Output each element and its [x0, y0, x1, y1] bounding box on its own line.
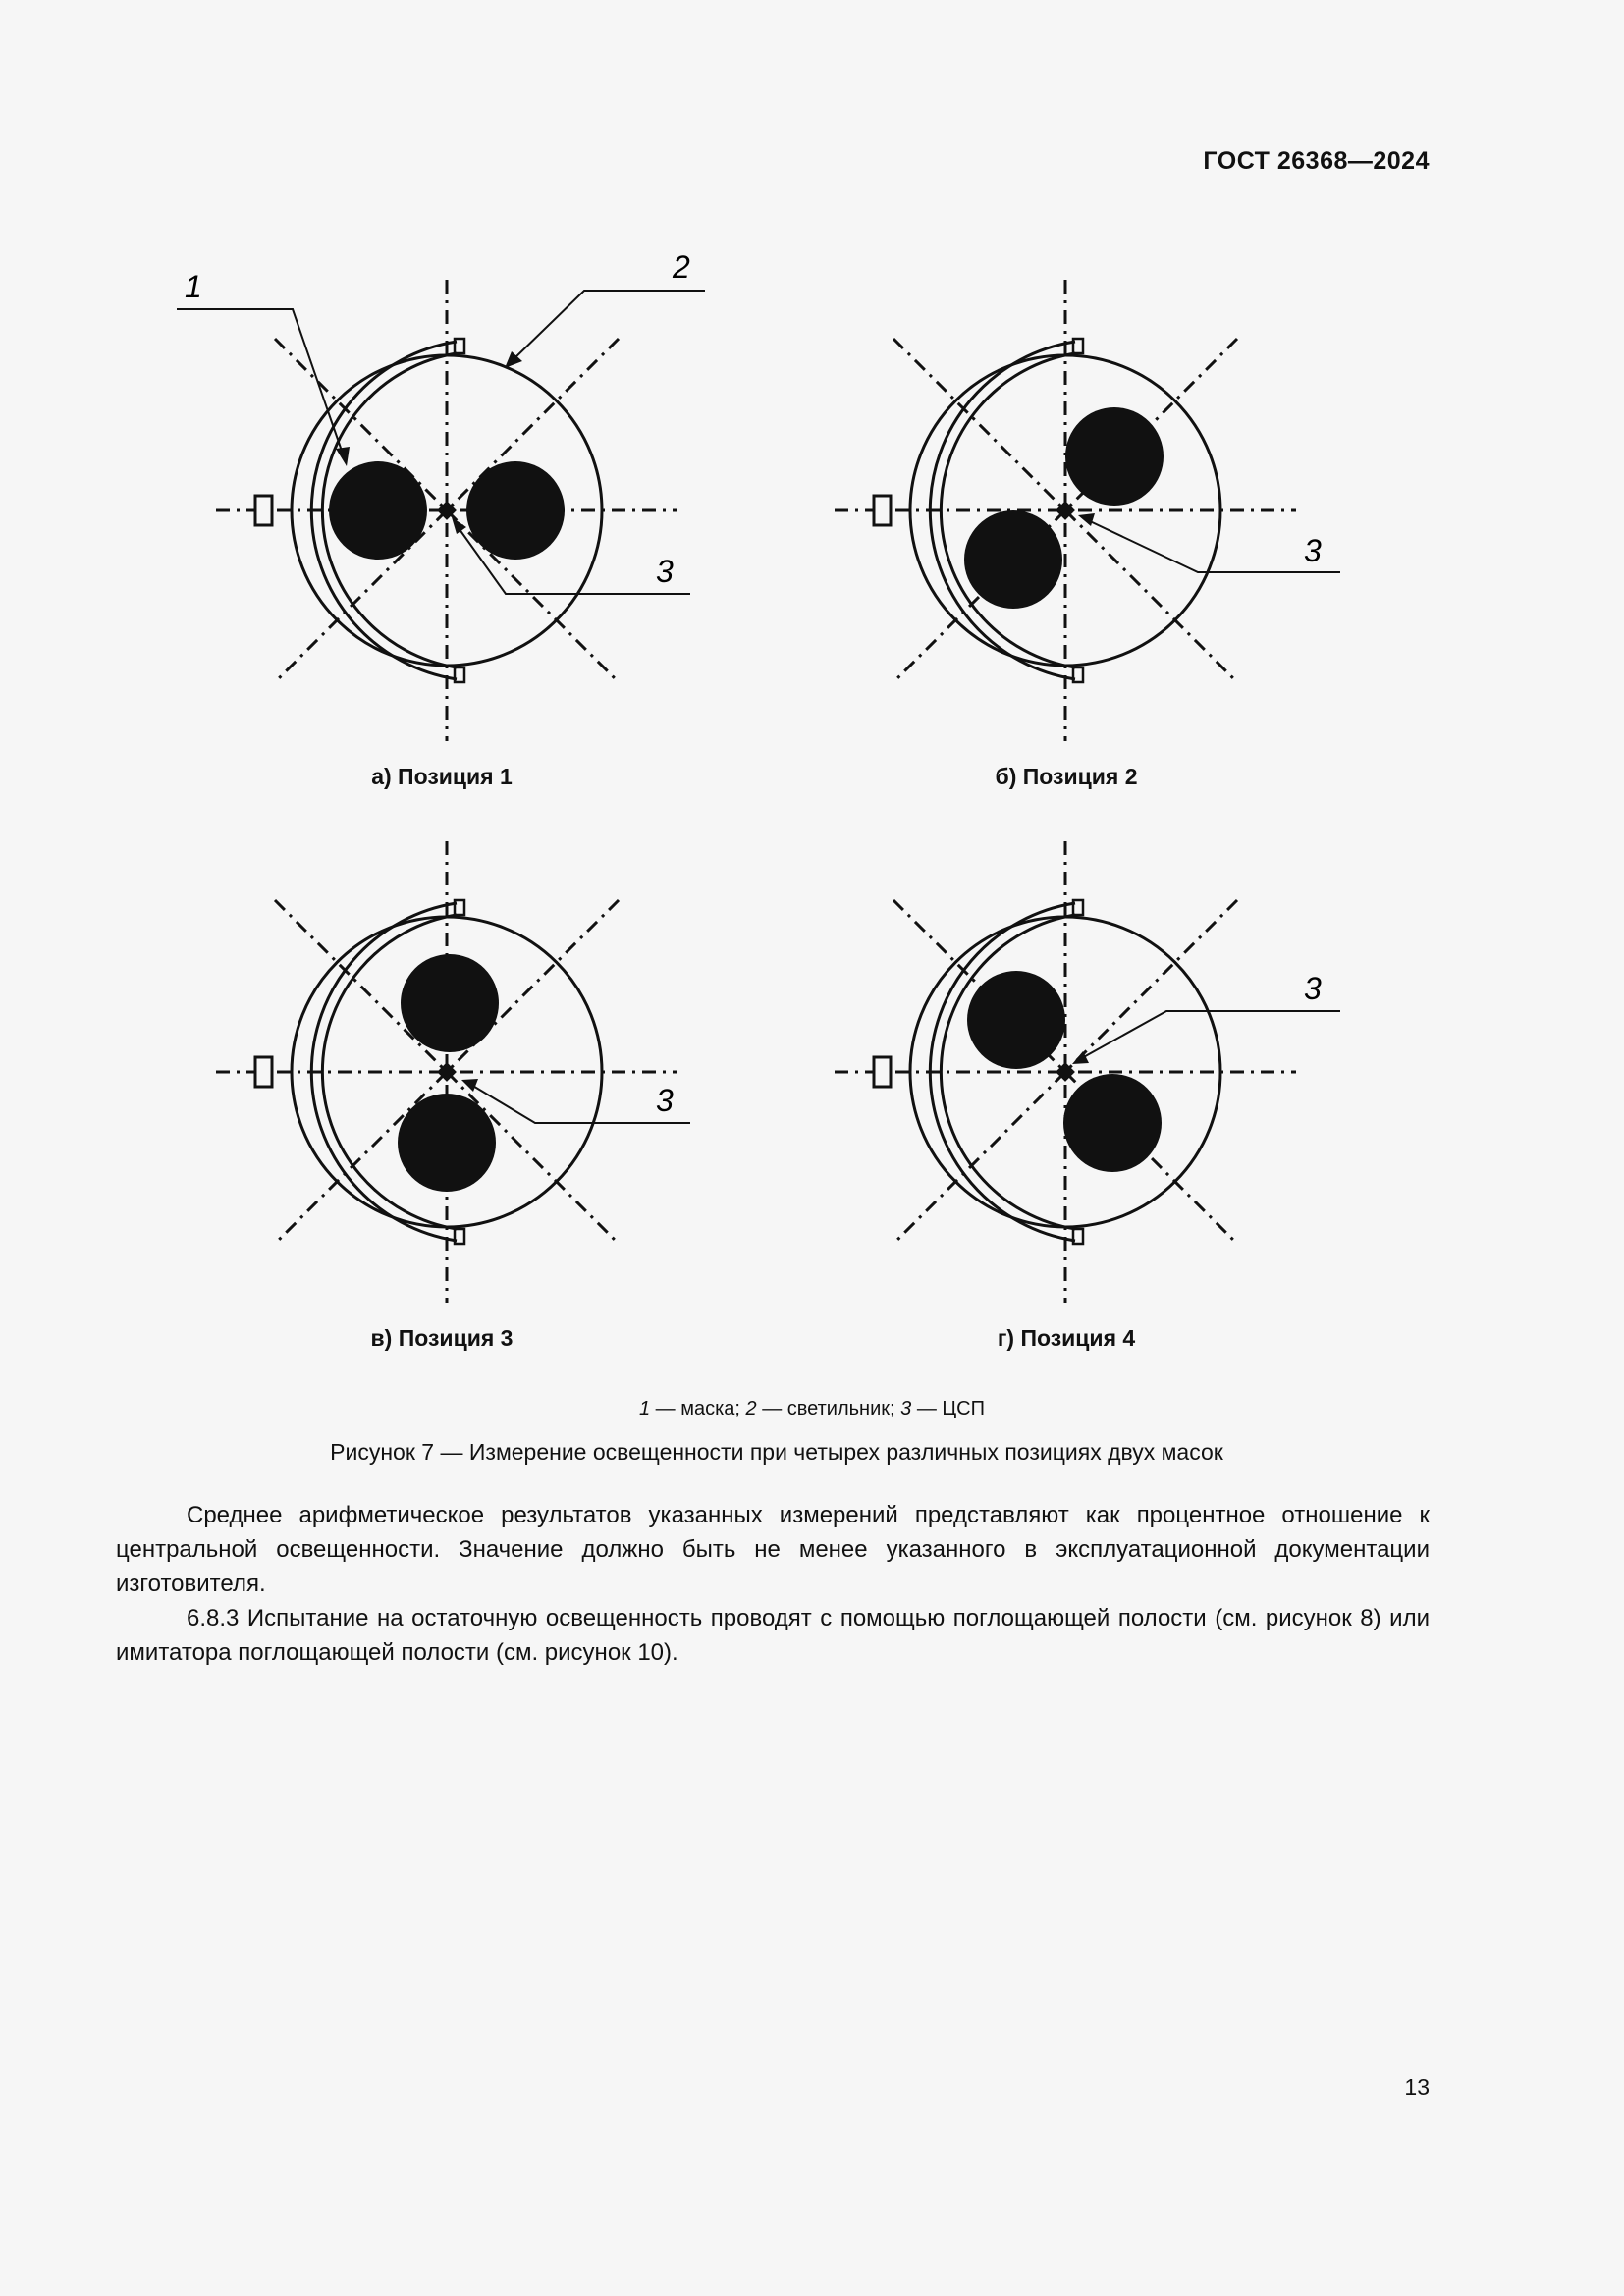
- figure-position-1: [167, 245, 717, 756]
- paragraph-1-text: Среднее арифметическое результатов указанных измерений представляют как процентное отношение к центральной освещенности. Значение должно быть не менее указанного в эксплуатационной документации изготовителя.: [116, 1502, 1430, 1597]
- figure-position-3: [167, 807, 717, 1317]
- label-3: 3: [656, 1083, 674, 1118]
- figure-c-diagram: [167, 807, 717, 1317]
- legend-text-3: — ЦСП: [911, 1398, 985, 1419]
- paragraph-2: [116, 1601, 1430, 1670]
- document-header: ГОСТ 26368—2024: [1203, 147, 1430, 175]
- subcaption-a: а) Позиция 1: [371, 764, 513, 789]
- figure-position-2: [785, 245, 1375, 756]
- legend-num-1: 1: [638, 1398, 651, 1419]
- page-number: 13: [1404, 2074, 1430, 2100]
- figure-legend: [0, 1398, 1624, 1420]
- figure-d-diagram: [785, 807, 1375, 1317]
- figure-b-diagram: [785, 245, 1375, 756]
- subcaption-b: б) Позиция 2: [995, 764, 1138, 789]
- label-1: 1: [185, 269, 202, 304]
- paragraph-2-text: 6.8.3 Испытание на остаточную освещенность проводят с помощью поглощающей полости (см. рисунок 8) или имитатора поглощающей полости (см. рисунок 10).: [116, 1605, 1430, 1666]
- figure-caption: Рисунок 7 — Измерение освещенности при четырех различных позициях двух масок: [330, 1439, 1223, 1465]
- subcaption-c: в) Позиция 3: [370, 1325, 514, 1351]
- figure-position-4: [785, 807, 1375, 1317]
- legend-num-2: 2: [745, 1398, 757, 1419]
- legend-num-3: 3: [900, 1398, 912, 1419]
- label-3: 3: [1304, 533, 1322, 568]
- subcaption-d: г) Позиция 4: [997, 1325, 1136, 1351]
- figure-a-diagram: [167, 245, 717, 756]
- legend-text-1: — маска;: [650, 1398, 746, 1419]
- label-3: 3: [1304, 971, 1322, 1006]
- label-2: 2: [673, 249, 690, 285]
- legend-text-2: — светильник;: [756, 1398, 901, 1419]
- paragraph-1: [116, 1498, 1430, 1601]
- label-3: 3: [656, 554, 674, 589]
